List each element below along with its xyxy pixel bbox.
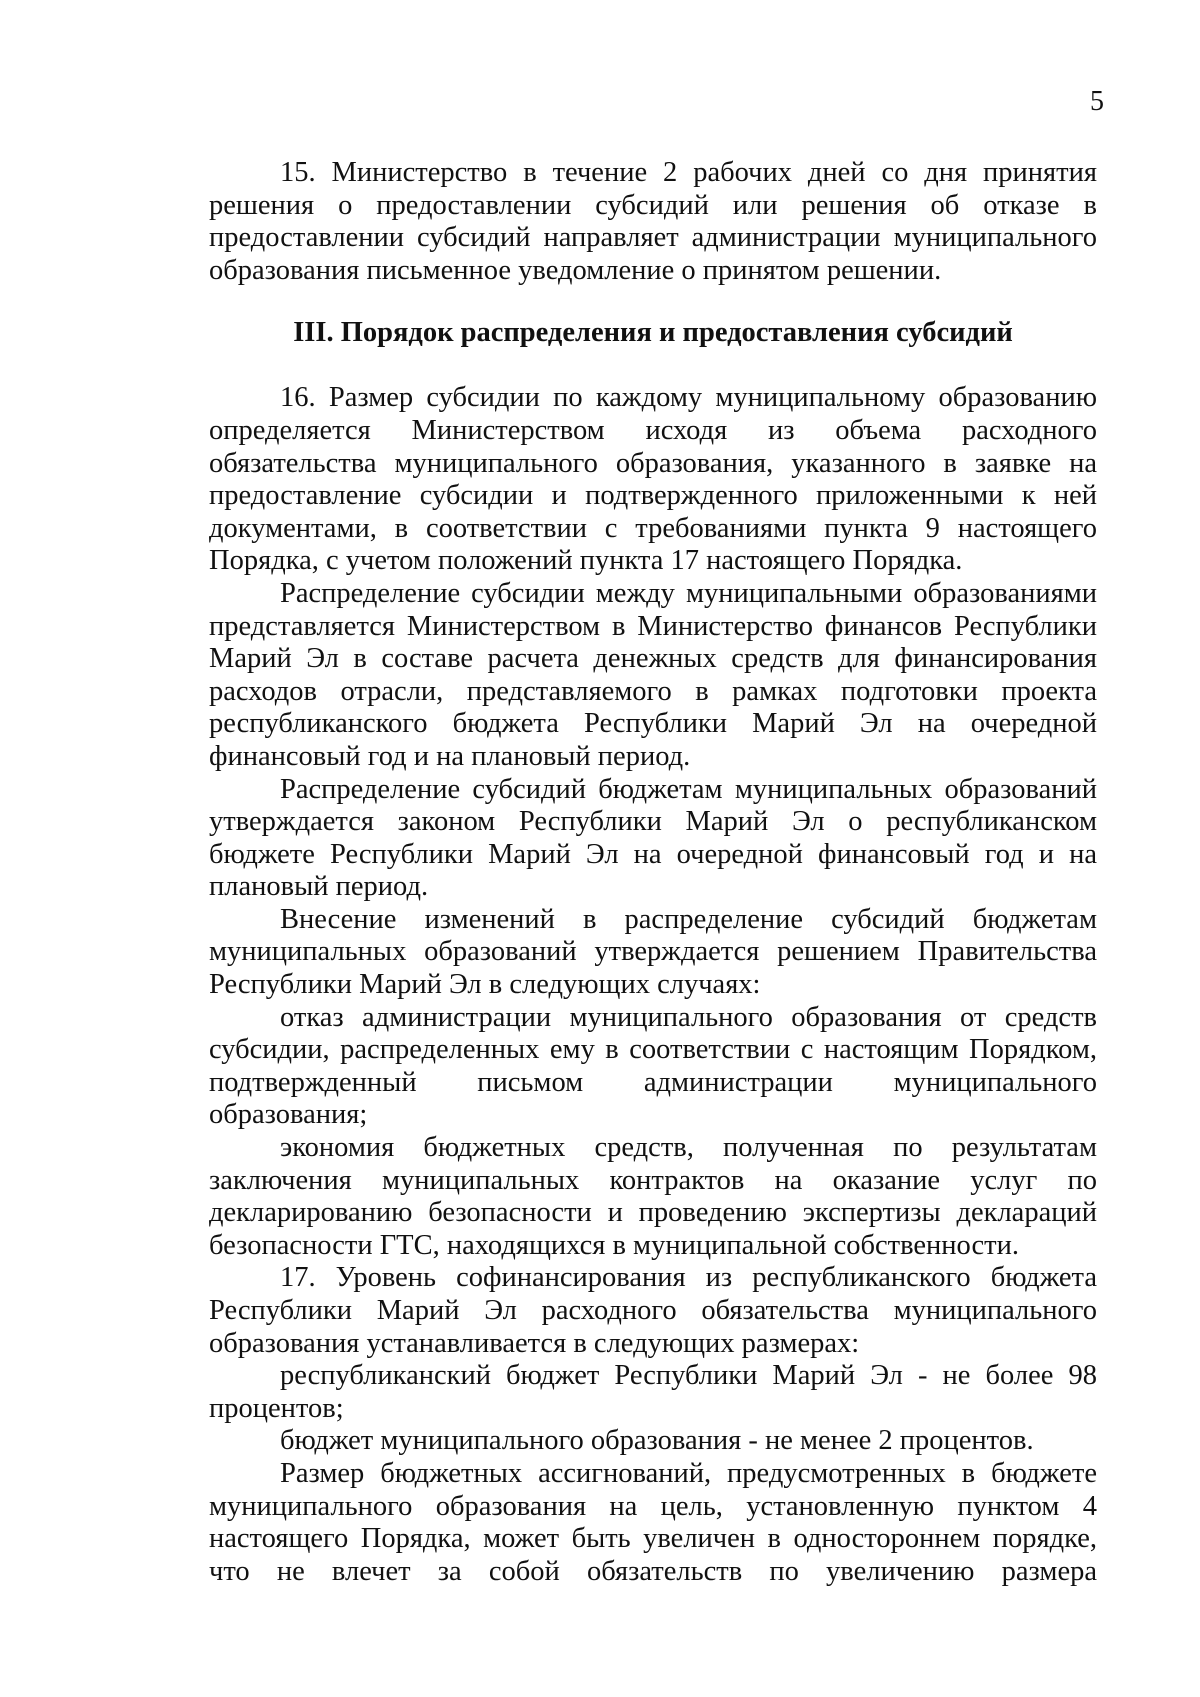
- paragraph-15: 15. Министерство в течение 2 рабочих дней со дня принятия решения о предоставлении субсидий или решения об отказе в предоставлении субсидий направляет администрации муниципального образования письменное уведомление о принятом решении.: [209, 157, 1097, 286]
- paragraph-16: 16. Размер субсидии по каждому муниципальному образованию определяется Министерством исходя из объема расходного обязательства муниципального образования, указанного в заявке на предоставление субсидии и подтвержденного приложенными к ней документами, в соответствии с требованиями пункта 9 настоящего Порядка, с учетом положений пункта 17 настоящего Порядка.: [209, 382, 1097, 577]
- document-body: [209, 157, 1097, 1588]
- page-number: 5: [1090, 86, 1104, 117]
- paragraph-case-refusal: отказ администрации муниципального образования от средств субсидии, распределенных ему в соответствии с настоящим Порядком, подтвержденный письмом администрации муниципального образования;: [209, 1001, 1097, 1131]
- paragraph-budget-allocations: Размер бюджетных ассигнований, предусмотренных в бюджете муниципального образования на цель, установленную пунктом 4 настоящего Порядка, может быть увеличен в одностороннем порядке, что не влечет за собой обязательств по увеличению размера: [209, 1457, 1097, 1587]
- paragraph-distribution-changes: Внесение изменений в распределение субсидий бюджетам муниципальных образований утверждается решением Правительства Республики Марий Эл в следующих случаях:: [209, 903, 1097, 1001]
- paragraph-case-savings: экономия бюджетных средств, полученная по результатам заключения муниципальных контрактов на оказание услуг по декларированию безопасности и проведению экспертизы деклараций безопасности ГТС, находящихся в муниципальной собственности.: [209, 1132, 1097, 1261]
- paragraph-17: 17. Уровень софинансирования из республиканского бюджета Республики Марий Эл расходного обязательства муниципального образования устанавливается в следующих размерах:: [209, 1262, 1097, 1359]
- paragraph-republican-share: республиканский бюджет Республики Марий Эл - не более 98 процентов;: [209, 1360, 1097, 1424]
- paragraph-municipal-share: бюджет муниципального образования - не менее 2 процентов.: [280, 1425, 1034, 1457]
- paragraph-distribution-approval: Распределение субсидий бюджетам муниципальных образований утверждается законом Республики Марий Эл о республиканском бюджете Республики Марий Эл на очередной финансовый год и на плановый период.: [209, 773, 1097, 903]
- paragraph-distribution-submission: Распределение субсидии между муниципальными образованиями представляется Министерством в Министерство финансов Республики Марий Эл в составе расчета денежных средств для финансирования расходов отрасли, представляемого в рамках подготовки проекта республиканского бюджета Республики Марий Эл на очередной финансовый год и на плановый период.: [209, 577, 1097, 772]
- section-heading: III. Порядок распределения и предоставления субсидий: [293, 317, 1013, 349]
